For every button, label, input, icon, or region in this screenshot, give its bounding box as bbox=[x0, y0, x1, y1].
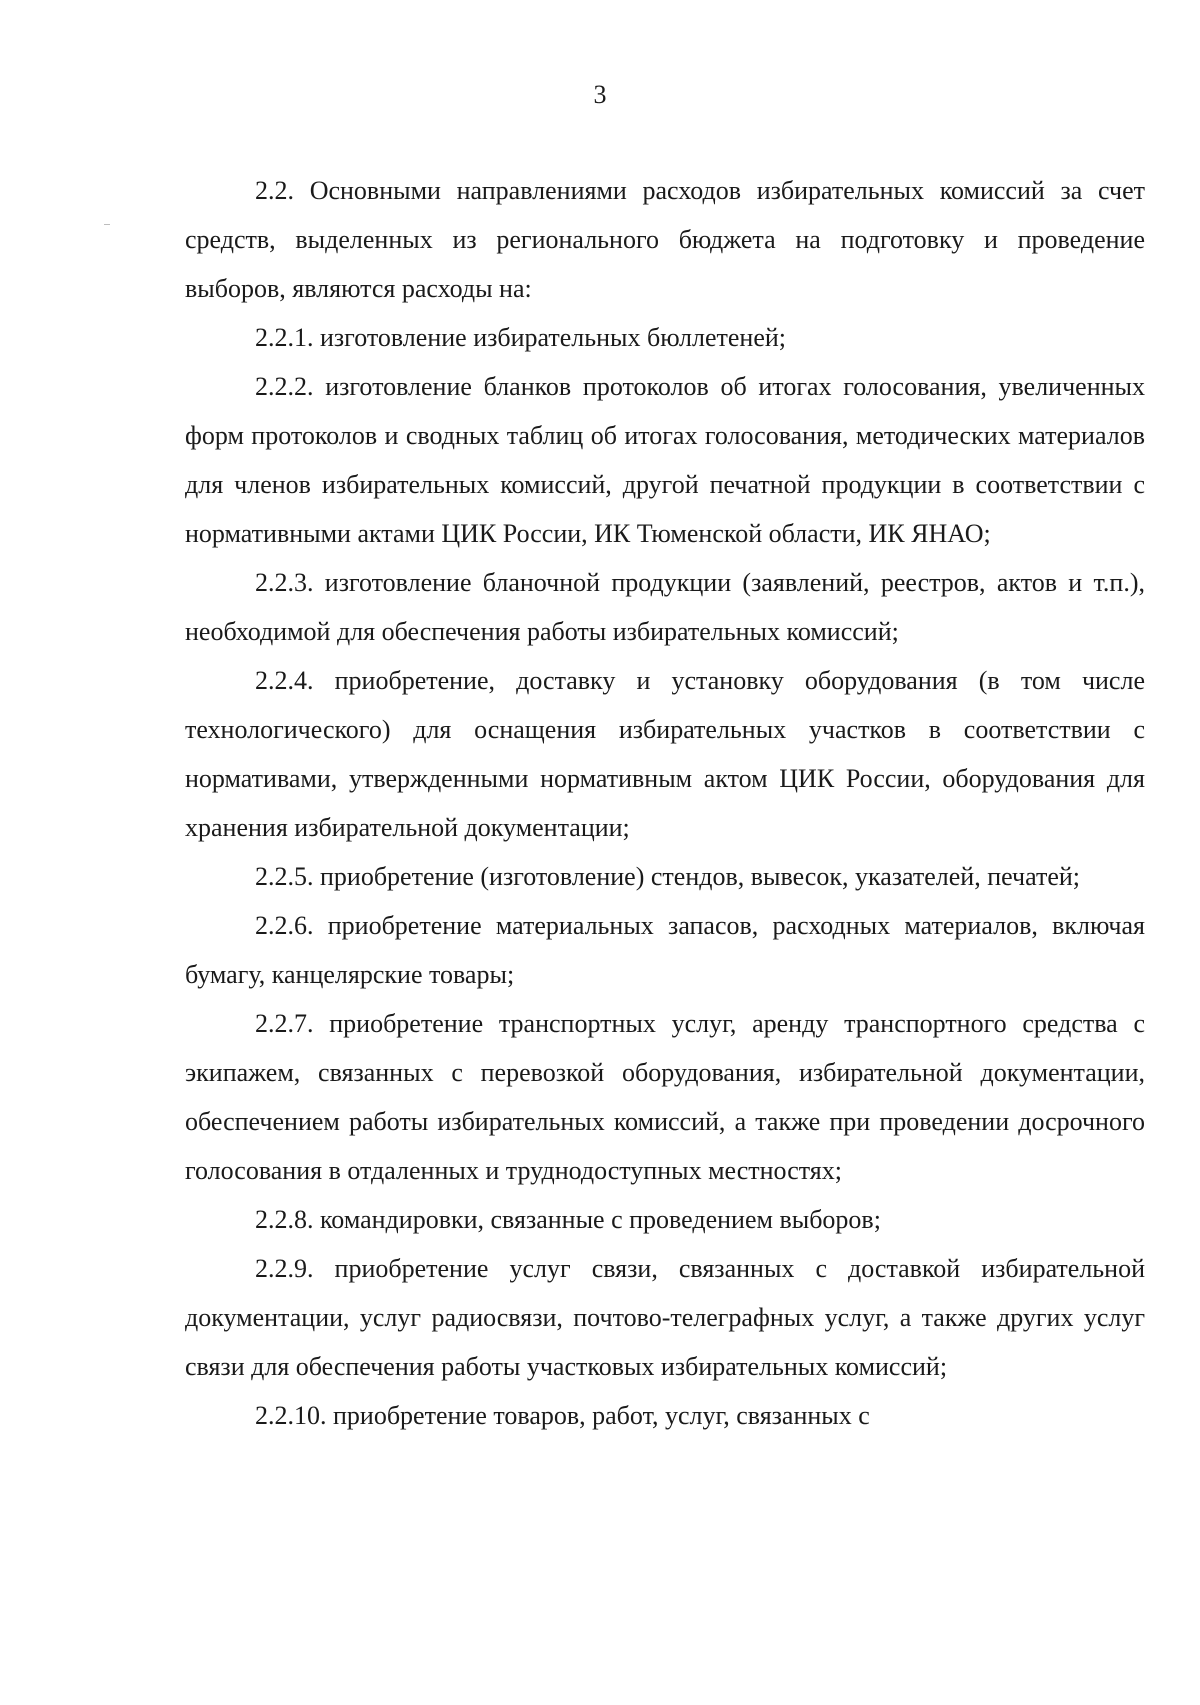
paragraph-text: изготовление бланочной продукции (заявлений, реестров, актов и т.п.), необходимой для обеспечения работы избирательных комиссий; bbox=[185, 568, 1145, 646]
paragraph-text: приобретение (изготовление) стендов, вывесок, указателей, печатей; bbox=[313, 862, 1081, 891]
paragraph-2-2-10 bbox=[185, 1391, 1145, 1440]
paragraph-text: приобретение товаров, работ, услуг, связанных с bbox=[326, 1401, 870, 1430]
paragraph-number: 2.2.8. bbox=[255, 1205, 314, 1234]
page-number: 3 bbox=[593, 80, 607, 109]
paragraph-2-2-3 bbox=[185, 558, 1145, 656]
paragraph-number: 2.2.2. bbox=[255, 372, 314, 401]
paragraph-2-2-7 bbox=[185, 999, 1145, 1195]
paragraph-text: Основными направлениями расходов избирательных комиссий за счет средств, выделенных из регионального бюджета на подготовку и проведение выборов, являются расходы на: bbox=[185, 176, 1145, 303]
paragraph-2-2-1 bbox=[185, 313, 1145, 362]
paragraph-2-2-6 bbox=[185, 901, 1145, 999]
paragraph-number: 2.2.7. bbox=[255, 1009, 314, 1038]
paragraph-text: изготовление бланков протоколов об итогах голосования, увеличенных форм протоколов и сводных таблиц об итогах голосования, методических материалов для членов избирательных комиссий, другой печатной продукции в соответствии с нормативными актами ЦИК России, ИК Тюменской области, ИК ЯНАО; bbox=[185, 372, 1145, 548]
paragraph-text: приобретение материальных запасов, расходных материалов, включая бумагу, канцелярские товары; bbox=[185, 911, 1145, 989]
paragraph-2-2-9 bbox=[185, 1244, 1145, 1391]
paragraph-text: приобретение услуг связи, связанных с доставкой избирательной документации, услуг радиосвязи, почтово-телеграфных услуг, а также других услуг связи для обеспечения работы участковых избирательных комиссий; bbox=[185, 1254, 1145, 1381]
paragraph-text: изготовление избирательных бюллетеней; bbox=[313, 323, 786, 352]
paragraph-number: 2.2.4. bbox=[255, 666, 314, 695]
paragraph-number: 2.2. bbox=[255, 176, 294, 205]
paragraph-text: приобретение, доставку и установку оборудования (в том числе технологического) для оснащения избирательных участков в соответствии с нормативами, утвержденными нормативным актом ЦИК России, оборудования для хранения избирательной документации; bbox=[185, 666, 1145, 842]
paragraph-number: 2.2.1. bbox=[255, 323, 314, 352]
paragraph-text: приобретение транспортных услуг, аренду транспортного средства с экипажем, связанных с перевозкой оборудования, избирательной документации, обеспечением работы избирательных комиссий, а также при проведении досрочного голосования в отдаленных и труднодоступных местностях; bbox=[185, 1009, 1145, 1185]
paragraph-2-2-5 bbox=[185, 852, 1145, 901]
paragraph-2-2-8 bbox=[185, 1195, 1145, 1244]
paragraph-number: 2.2.10. bbox=[255, 1401, 327, 1430]
document-body bbox=[185, 166, 1145, 1440]
paragraph-number: 2.2.9. bbox=[255, 1254, 314, 1283]
paragraph-2-2-2 bbox=[185, 362, 1145, 558]
paragraph-text: командировки, связанные с проведением выборов; bbox=[313, 1205, 881, 1234]
paragraph-number: 2.2.3. bbox=[255, 568, 314, 597]
paragraph-number: 2.2.6. bbox=[255, 911, 314, 940]
scan-mark bbox=[104, 224, 110, 225]
paragraph-2-2 bbox=[185, 166, 1145, 313]
paragraph-2-2-4 bbox=[185, 656, 1145, 852]
paragraph-number: 2.2.5. bbox=[255, 862, 314, 891]
